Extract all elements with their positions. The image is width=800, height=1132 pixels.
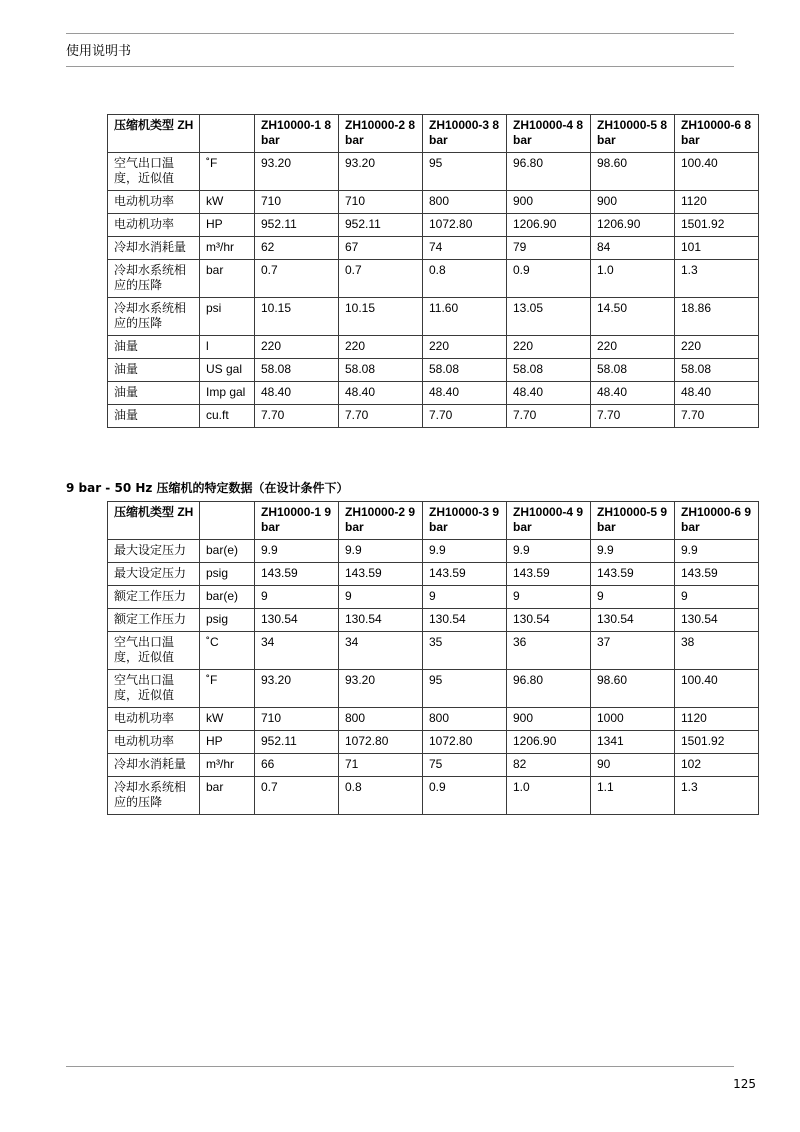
value-cell: 220: [507, 336, 591, 359]
parameter-cell: 空气出口温度，近似值: [108, 670, 200, 708]
parameter-cell: 最大设定压力: [108, 563, 200, 586]
unit-cell: psi: [200, 298, 255, 336]
table-row: [108, 632, 759, 670]
value-cell: 9: [423, 586, 507, 609]
value-cell: 9.9: [255, 540, 339, 563]
value-cell: 0.7: [255, 260, 339, 298]
value-cell: 1501.92: [675, 214, 759, 237]
parameter-cell: 冷却水系统相应的压降: [108, 298, 200, 336]
parameter-cell: 空气出口温度，近似值: [108, 153, 200, 191]
parameter-cell: 电动机功率: [108, 214, 200, 237]
unit-cell: psig: [200, 563, 255, 586]
value-cell: 800: [423, 191, 507, 214]
value-cell: 0.9: [423, 777, 507, 815]
value-cell: 143.59: [423, 563, 507, 586]
value-cell: 1206.90: [507, 731, 591, 754]
unit-cell: m³/hr: [200, 237, 255, 260]
value-cell: 93.20: [339, 670, 423, 708]
value-cell: 1072.80: [423, 731, 507, 754]
value-cell: 0.8: [339, 777, 423, 815]
value-cell: 1206.90: [507, 214, 591, 237]
value-cell: 34: [255, 632, 339, 670]
unit-cell: bar: [200, 260, 255, 298]
value-cell: 71: [339, 754, 423, 777]
value-cell: 102: [675, 754, 759, 777]
value-cell: 75: [423, 754, 507, 777]
model-header: ZH10000-4 9 bar: [507, 502, 591, 540]
value-cell: 130.54: [423, 609, 507, 632]
value-cell: 37: [591, 632, 675, 670]
parameter-cell: 额定工作压力: [108, 609, 200, 632]
value-cell: 7.70: [255, 405, 339, 428]
model-header: ZH10000-1 8 bar: [255, 115, 339, 153]
value-cell: 10.15: [255, 298, 339, 336]
value-cell: 58.08: [507, 359, 591, 382]
header-row: [108, 115, 759, 153]
value-cell: 900: [591, 191, 675, 214]
parameter-cell: 油量: [108, 359, 200, 382]
value-cell: 96.80: [507, 153, 591, 191]
value-cell: 48.40: [507, 382, 591, 405]
model-header: ZH10000-5 9 bar: [591, 502, 675, 540]
value-cell: 1.0: [507, 777, 591, 815]
value-cell: 90: [591, 754, 675, 777]
unit-cell: m³/hr: [200, 754, 255, 777]
value-cell: 18.86: [675, 298, 759, 336]
table-row: [108, 382, 759, 405]
value-cell: 9: [339, 586, 423, 609]
value-cell: 35: [423, 632, 507, 670]
spec-table-8bar: [107, 114, 759, 428]
value-cell: 710: [255, 708, 339, 731]
value-cell: 95: [423, 153, 507, 191]
value-cell: 100.40: [675, 153, 759, 191]
value-cell: 1206.90: [591, 214, 675, 237]
value-cell: 7.70: [591, 405, 675, 428]
table-row: [108, 731, 759, 754]
value-cell: 1501.92: [675, 731, 759, 754]
value-cell: 14.50: [591, 298, 675, 336]
table-row: [108, 708, 759, 731]
unit-cell: l: [200, 336, 255, 359]
unit-cell: psig: [200, 609, 255, 632]
parameter-cell: 冷却水消耗量: [108, 754, 200, 777]
value-cell: 58.08: [591, 359, 675, 382]
value-cell: 62: [255, 237, 339, 260]
unit-cell: cu.ft: [200, 405, 255, 428]
value-cell: 143.59: [591, 563, 675, 586]
value-cell: 130.54: [675, 609, 759, 632]
type-header: 压缩机类型 ZH: [108, 115, 200, 153]
value-cell: 220: [339, 336, 423, 359]
value-cell: 130.54: [591, 609, 675, 632]
value-cell: 13.05: [507, 298, 591, 336]
table-row: [108, 670, 759, 708]
parameter-cell: 冷却水消耗量: [108, 237, 200, 260]
value-cell: 7.70: [339, 405, 423, 428]
footer-rule: [66, 1066, 734, 1067]
unit-header: [200, 502, 255, 540]
unit-cell: ˚F: [200, 153, 255, 191]
value-cell: 93.20: [255, 153, 339, 191]
header-row: [108, 502, 759, 540]
value-cell: 48.40: [339, 382, 423, 405]
parameter-cell: 最大设定压力: [108, 540, 200, 563]
value-cell: 38: [675, 632, 759, 670]
value-cell: 143.59: [507, 563, 591, 586]
value-cell: 9: [255, 586, 339, 609]
unit-cell: bar(e): [200, 586, 255, 609]
parameter-cell: 冷却水系统相应的压降: [108, 260, 200, 298]
spec-table-head: [108, 115, 759, 153]
value-cell: 9.9: [423, 540, 507, 563]
table-row: [108, 298, 759, 336]
value-cell: 1120: [675, 191, 759, 214]
table-row: [108, 214, 759, 237]
value-cell: 710: [339, 191, 423, 214]
value-cell: 9: [675, 586, 759, 609]
table-row: [108, 563, 759, 586]
value-cell: 1.3: [675, 777, 759, 815]
value-cell: 0.9: [507, 260, 591, 298]
value-cell: 10.15: [339, 298, 423, 336]
spec-table-body: [108, 153, 759, 428]
value-cell: 710: [255, 191, 339, 214]
value-cell: 220: [591, 336, 675, 359]
value-cell: 100.40: [675, 670, 759, 708]
parameter-cell: 油量: [108, 382, 200, 405]
value-cell: 66: [255, 754, 339, 777]
table-row: [108, 754, 759, 777]
parameter-cell: 电动机功率: [108, 731, 200, 754]
value-cell: 82: [507, 754, 591, 777]
value-cell: 58.08: [339, 359, 423, 382]
table-row: [108, 777, 759, 815]
value-cell: 48.40: [255, 382, 339, 405]
table-row: [108, 237, 759, 260]
value-cell: 79: [507, 237, 591, 260]
value-cell: 93.20: [339, 153, 423, 191]
unit-cell: bar: [200, 777, 255, 815]
model-header: ZH10000-2 9 bar: [339, 502, 423, 540]
value-cell: 130.54: [339, 609, 423, 632]
table-row: [108, 609, 759, 632]
value-cell: 9.9: [339, 540, 423, 563]
value-cell: 58.08: [675, 359, 759, 382]
value-cell: 1341: [591, 731, 675, 754]
value-cell: 952.11: [339, 214, 423, 237]
value-cell: 101: [675, 237, 759, 260]
model-header: ZH10000-6 8 bar: [675, 115, 759, 153]
table-row: [108, 260, 759, 298]
table-row: [108, 191, 759, 214]
unit-cell: HP: [200, 731, 255, 754]
page-number: 125: [733, 1077, 756, 1091]
value-cell: 800: [339, 708, 423, 731]
value-cell: 84: [591, 237, 675, 260]
type-header: 压缩机类型 ZH: [108, 502, 200, 540]
unit-cell: kW: [200, 708, 255, 731]
document-title: 使用说明书: [66, 44, 132, 59]
unit-cell: bar(e): [200, 540, 255, 563]
unit-cell: HP: [200, 214, 255, 237]
value-cell: 36: [507, 632, 591, 670]
table-row: [108, 153, 759, 191]
value-cell: 1072.80: [339, 731, 423, 754]
value-cell: 9: [507, 586, 591, 609]
value-cell: 34: [339, 632, 423, 670]
spec-table-body: [108, 540, 759, 815]
model-header: ZH10000-5 8 bar: [591, 115, 675, 153]
value-cell: 48.40: [591, 382, 675, 405]
table-row: [108, 540, 759, 563]
value-cell: 1.3: [675, 260, 759, 298]
value-cell: 7.70: [675, 405, 759, 428]
value-cell: 1000: [591, 708, 675, 731]
table-row: [108, 586, 759, 609]
value-cell: 800: [423, 708, 507, 731]
value-cell: 48.40: [675, 382, 759, 405]
value-cell: 1072.80: [423, 214, 507, 237]
value-cell: 0.7: [255, 777, 339, 815]
value-cell: 58.08: [423, 359, 507, 382]
parameter-cell: 额定工作压力: [108, 586, 200, 609]
model-header: ZH10000-2 8 bar: [339, 115, 423, 153]
value-cell: 7.70: [507, 405, 591, 428]
value-cell: 1.0: [591, 260, 675, 298]
parameter-cell: 油量: [108, 405, 200, 428]
value-cell: 143.59: [339, 563, 423, 586]
value-cell: 96.80: [507, 670, 591, 708]
value-cell: 220: [675, 336, 759, 359]
value-cell: 74: [423, 237, 507, 260]
value-cell: 900: [507, 708, 591, 731]
unit-header: [200, 115, 255, 153]
value-cell: 143.59: [255, 563, 339, 586]
value-cell: 95: [423, 670, 507, 708]
value-cell: 952.11: [255, 214, 339, 237]
unit-cell: US gal: [200, 359, 255, 382]
parameter-cell: 电动机功率: [108, 191, 200, 214]
parameter-cell: 空气出口温度，近似值: [108, 632, 200, 670]
value-cell: 220: [255, 336, 339, 359]
value-cell: 130.54: [255, 609, 339, 632]
value-cell: 93.20: [255, 670, 339, 708]
parameter-cell: 油量: [108, 336, 200, 359]
spec-table-9bar: [107, 501, 759, 815]
value-cell: 11.60: [423, 298, 507, 336]
value-cell: 58.08: [255, 359, 339, 382]
value-cell: 0.7: [339, 260, 423, 298]
parameter-cell: 电动机功率: [108, 708, 200, 731]
value-cell: 0.8: [423, 260, 507, 298]
value-cell: 1120: [675, 708, 759, 731]
unit-cell: Imp gal: [200, 382, 255, 405]
value-cell: 67: [339, 237, 423, 260]
model-header: ZH10000-6 9 bar: [675, 502, 759, 540]
value-cell: 130.54: [507, 609, 591, 632]
unit-cell: kW: [200, 191, 255, 214]
value-cell: 220: [423, 336, 507, 359]
value-cell: 9.9: [675, 540, 759, 563]
value-cell: 1.1: [591, 777, 675, 815]
model-header: ZH10000-1 9 bar: [255, 502, 339, 540]
parameter-cell: 冷却水系统相应的压降: [108, 777, 200, 815]
value-cell: 9.9: [591, 540, 675, 563]
section-title: 9 bar - 50 Hz 压缩机的特定数据（在设计条件下）: [66, 481, 349, 495]
value-cell: 7.70: [423, 405, 507, 428]
model-header: ZH10000-3 9 bar: [423, 502, 507, 540]
unit-cell: ˚F: [200, 670, 255, 708]
value-cell: 48.40: [423, 382, 507, 405]
header-bottom-rule: [66, 66, 734, 67]
spec-table-head: [108, 502, 759, 540]
table-row: [108, 336, 759, 359]
value-cell: 952.11: [255, 731, 339, 754]
model-header: ZH10000-4 8 bar: [507, 115, 591, 153]
value-cell: 143.59: [675, 563, 759, 586]
value-cell: 98.60: [591, 670, 675, 708]
value-cell: 98.60: [591, 153, 675, 191]
model-header: ZH10000-3 8 bar: [423, 115, 507, 153]
value-cell: 9: [591, 586, 675, 609]
value-cell: 9.9: [507, 540, 591, 563]
unit-cell: ˚C: [200, 632, 255, 670]
value-cell: 900: [507, 191, 591, 214]
table-row: [108, 359, 759, 382]
header-top-rule: [66, 33, 734, 34]
table-row: [108, 405, 759, 428]
